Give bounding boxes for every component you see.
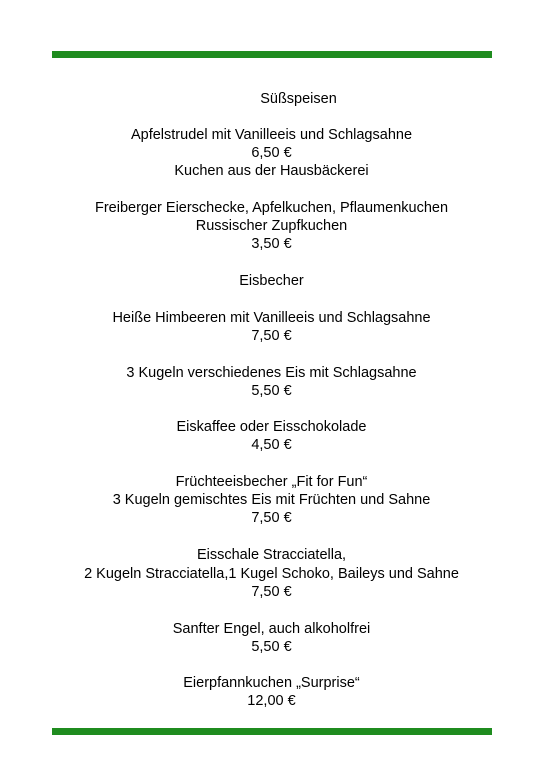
item-kuchen-price: 3,50 €	[251, 236, 292, 252]
item-himbeeren-price: 7,50 €	[251, 328, 292, 344]
item-surprise-price: 12,00 €	[247, 693, 296, 709]
item-stracciatella-price: 7,50 €	[251, 584, 292, 600]
item-engel-price: 5,50 €	[251, 639, 292, 655]
section-heading-suessspeisen: Süßspeisen	[260, 91, 337, 107]
item-kuchen-title: Kuchen aus der Hausbäckerei	[174, 163, 369, 179]
item-eiskaffee-price: 4,50 €	[251, 437, 292, 453]
section-heading-eisbecher: Eisbecher	[239, 273, 304, 289]
bottom-divider	[52, 728, 492, 735]
item-kugeln-name: 3 Kugeln verschiedenes Eis mit Schlagsahne	[126, 365, 417, 381]
item-surprise-name: Eierpfannkuchen „Surprise“	[183, 675, 360, 691]
item-apfelstrudel-price: 6,50 €	[251, 145, 292, 161]
item-engel-name: Sanfter Engel, auch alkoholfrei	[172, 621, 371, 637]
item-kuchen-line2: Russischer Zupfkuchen	[195, 218, 348, 234]
item-fitforfun-desc: 3 Kugeln gemischtes Eis mit Früchten und Sahne	[112, 492, 431, 508]
item-fitforfun-price: 7,50 €	[251, 510, 292, 526]
item-eiskaffee-name: Eiskaffee oder Eisschokolade	[176, 419, 367, 435]
item-stracciatella-desc: 2 Kugeln Stracciatella,1 Kugel Schoko, Baileys und Sahne	[84, 566, 459, 582]
item-fitforfun-name: Früchteeisbecher „Fit for Fun“	[175, 474, 368, 490]
item-stracciatella-name: Eisschale Stracciatella,	[196, 547, 347, 563]
item-apfelstrudel-name: Apfelstrudel mit Vanilleeis und Schlagsahne	[130, 127, 413, 143]
item-himbeeren-name: Heiße Himbeeren mit Vanilleeis und Schlagsahne	[112, 310, 431, 326]
item-kugeln-price: 5,50 €	[251, 383, 292, 399]
top-divider	[52, 51, 492, 58]
item-kuchen-line1: Freiberger Eierschecke, Apfelkuchen, Pflaumenkuchen	[94, 200, 449, 216]
